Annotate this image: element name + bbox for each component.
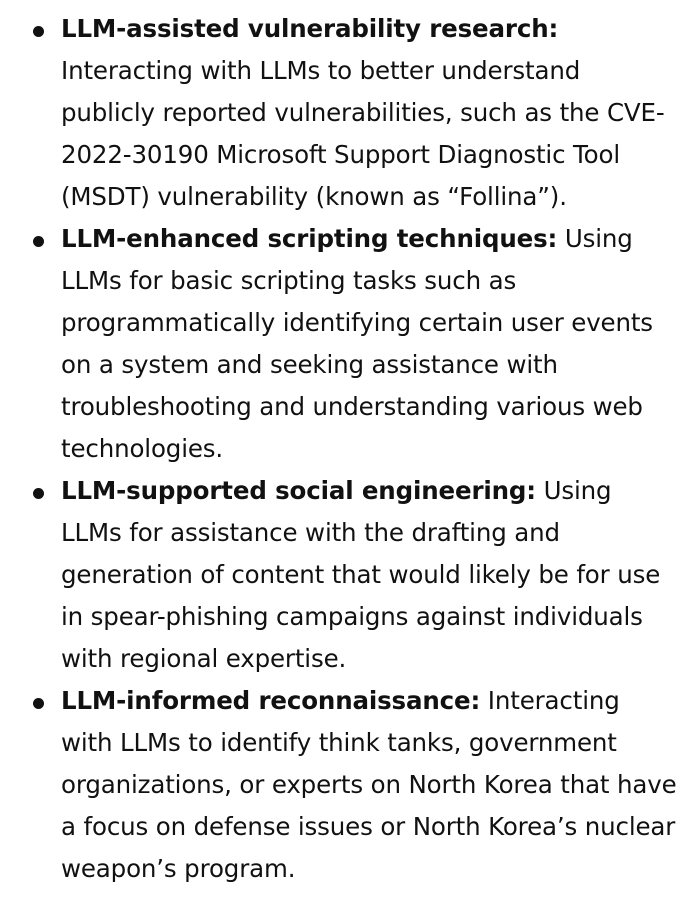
item-description: Interacting with LLMs to identify think tanks, government organizations, or experts on North Korea that have a focus on defense issues or North Korea’s nuclear weapon’s program. <box>61 686 677 883</box>
item-term: LLM-enhanced scripting techniques: <box>61 224 558 253</box>
list-item-reconnaissance <box>0 680 690 890</box>
list-item-social-engineering <box>0 470 690 680</box>
item-description: Interacting with LLMs to better understand publicly reported vulnerabilities, such as the CVE-2022-30190 Microsoft Support Diagnostic Tool (MSDT) vulnerability (known as “Follina”). <box>61 56 665 211</box>
bullet-icon <box>33 488 44 499</box>
list-item-vulnerability-research <box>0 8 690 218</box>
bullet-list <box>0 8 690 890</box>
bullet-icon <box>33 26 44 37</box>
item-term: LLM-informed reconnaissance: <box>61 686 481 715</box>
bullet-icon <box>33 698 44 709</box>
item-term: LLM-assisted vulnerability research: <box>61 14 559 43</box>
bullet-icon <box>33 236 44 247</box>
item-term: LLM-supported social engineering: <box>61 476 536 505</box>
item-description: Using LLMs for assistance with the drafting and generation of content that would likely be for use in spear-phishing campaigns against individuals with regional expertise. <box>61 476 661 673</box>
list-item-scripting-techniques <box>0 218 690 470</box>
item-description: Using LLMs for basic scripting tasks such as programmatically identifying certain user events on a system and seeking assistance with troubleshooting and understanding various web technologies. <box>61 224 653 463</box>
